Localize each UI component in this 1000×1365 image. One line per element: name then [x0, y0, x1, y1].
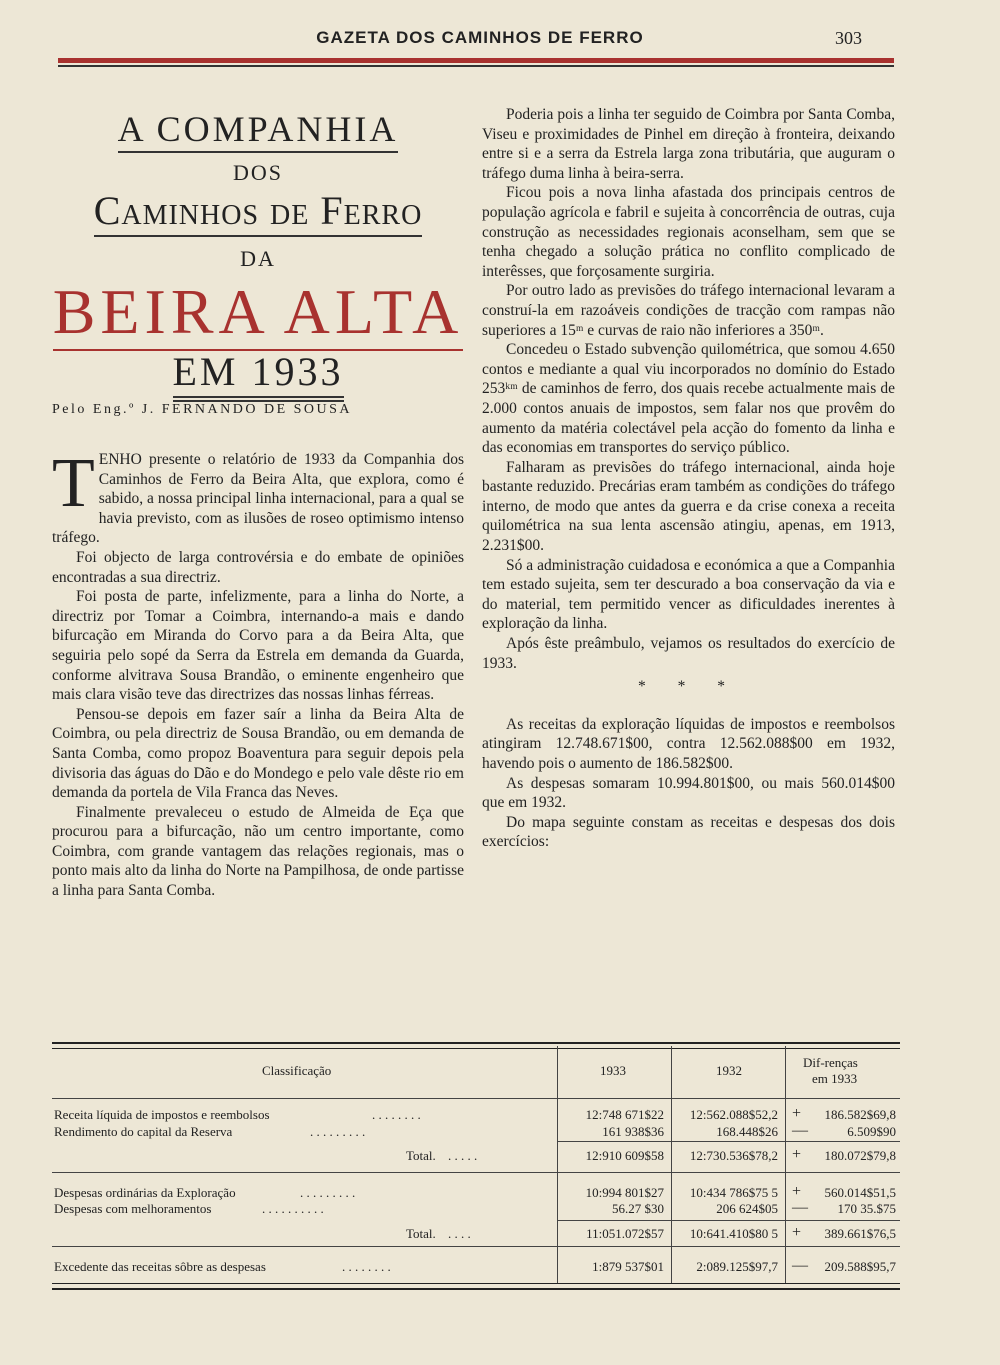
paragraph: Só a administração cuidadosa e económica a que a Companhia tem estado sujeita, sem ter descurado a boa conservação da via e do material, tem permitido vencer as dificuldades inerentes à exploração da linha.: [482, 556, 895, 633]
paragraph: Pensou-se depois em fazer saír a linha da Beira Alta de Coimbra, ou pela directriz de Sousa Brandão, ou em demanda de Santa Comba, como propoz Boaventura para seguir depois pela divisoria das águas do Dão e do Mondego e pelo vale dêste rio em demanda da portela de Vila Franca das Neves.: [52, 705, 464, 802]
table-header-1932: 1932: [716, 1063, 742, 1078]
paragraph: TENHO presente o relatório de 1933 da Companhia dos Caminhos de Ferro da Beira Alta, que explora, como é sabido, a nossa principal linha internacional, para a qual se havia previsto, com as ilusões de roseo optimismo intenso tráfego.: [52, 445, 464, 547]
table-header-1933: 1933: [600, 1063, 626, 1078]
value-1932: 12:562.088$52,2: [689, 1107, 778, 1122]
right-column: [482, 105, 895, 852]
row-leader-dots: . . . . . . . . . .: [262, 1201, 324, 1216]
table-header-differences: Dif-renças: [803, 1055, 858, 1070]
left-column: [52, 445, 464, 901]
value-1932: 206 624$05: [716, 1201, 778, 1216]
header-red-rule: [58, 58, 894, 63]
value-1933: 1:879 537$01: [592, 1259, 664, 1274]
row-label: Despesas com melhoramentos: [54, 1201, 212, 1216]
paragraph: Do mapa seguinte constam as receitas e despesas dos dois exercícios:: [482, 813, 895, 851]
paragraph: Após êste preâmbulo, vejamos os resultados do exercício de 1933.: [482, 635, 895, 672]
diff-sign: +: [792, 1224, 802, 1241]
diff-sign: —: [792, 1199, 808, 1216]
header-divider: [52, 1098, 900, 1099]
byline: Pelo Eng.º J. FERNANDO DE SOUSA: [52, 402, 353, 417]
paragraph: As despesas somaram 10.994.801$00, ou mais 560.014$00 que em 1932.: [482, 774, 895, 812]
table-top-rule: [52, 1042, 900, 1049]
row-label: Excedente das receitas sôbre as despesas: [54, 1259, 266, 1274]
total-divider: [557, 1220, 900, 1221]
table-bottom-rule: [52, 1283, 900, 1290]
diff-sign: —: [792, 1122, 808, 1139]
diff-sign: —: [792, 1257, 808, 1274]
value-1932: 10:434 786$75 5: [689, 1185, 778, 1200]
section-divider: [52, 1172, 900, 1173]
paragraph: Foi objecto de larga controvérsia e do embate de opiniões encontradas a sua directriz.: [52, 548, 464, 586]
row-label-total: Total.: [406, 1226, 436, 1241]
paragraph: Por outro lado as previsões do tráfego internacional levaram a construí-la em razoáveis condições de tracção com rampas não superiores a 15ᵐ e curvas de raio não inferiores a 350ᵐ.: [482, 282, 895, 339]
title-line-2: DOS: [232, 160, 283, 185]
title-line-4: DA: [240, 246, 276, 271]
paragraph: Ficou pois a nova linha afastada dos principais centros de população agrícola e fabril e sujeita à concorrência de outras, cuja construção as necessidades regionais aconselham, sem que se tenha chegado a solução prática no conflito complicado de interêsses, que forçosamente surgiria.: [482, 184, 895, 280]
value-difference: 180.072$79,8: [824, 1148, 896, 1163]
section-divider: [52, 1246, 900, 1247]
value-1932: 10:641.410$80 5: [689, 1226, 778, 1241]
value-1933: 161 938$36: [602, 1124, 664, 1139]
header-dark-rule: [58, 65, 894, 67]
paragraph: Foi posta de parte, infelizmente, para a linha do Norte, a directriz por Tomar a Coimbra, internando-a mais e dando bifurcação em Miranda do Corvo para a da Beira Alta, que seguiria pelo sopé da Serra da Estrela em demanda da Guarda, conforme alvitrava Sousa Brandão, o eminente engenheiro que mais clara visão teve das directrizes das nossas linhas férreas.: [52, 588, 464, 704]
title-line-1: A COMPANHIA: [52, 108, 464, 150]
diff-sign: +: [792, 1183, 802, 1200]
row-label-total: Total.: [406, 1148, 436, 1163]
row-label: Despesas ordinárias da Exploração: [54, 1185, 236, 1200]
column-divider: [785, 1046, 786, 1283]
drop-cap: T: [52, 445, 95, 522]
title-line-3: Caminhos de Ferro: [52, 187, 464, 234]
paragraph: Falharam as previsões do tráfego internacional, ainda hoje bastante reduzido. Precárias eram também as condições do tráfego interno, de modo que antes da guerra e da crise conexa a receita quilométrica na sua lenta ascensão atingiu, apenas, em 1913, 2.231$00.: [482, 458, 895, 555]
value-difference: 170 35.$75: [837, 1201, 896, 1216]
diff-sign: +: [792, 1146, 802, 1163]
value-1933: 56.27 $30: [612, 1201, 664, 1216]
paragraph: Poderia pois a linha ter seguido de Coimbra por Santa Comba, Viseu e proximidades de Pinhel em direção à fronteira, deixando entre si e a serra da Estrela larga zona tributária, que auguram o tráfego duma linha à beira-serra.: [482, 106, 895, 182]
value-1933: 12:748 671$22: [585, 1107, 664, 1122]
value-1933: 11:051.072$57: [586, 1226, 664, 1241]
table-header-differences-sub: em 1933: [812, 1071, 858, 1086]
section-separator: * * *: [638, 678, 739, 696]
value-difference: 6.509$90: [847, 1124, 896, 1139]
row-label: Rendimento do capital da Reserva: [54, 1124, 233, 1139]
row-leader-dots: . . . .: [448, 1226, 471, 1241]
page-header: [60, 28, 900, 52]
title-beira-alta: BEIRA ALTA: [52, 275, 464, 349]
value-difference: 389.661$76,5: [824, 1226, 896, 1241]
row-leader-dots: . . . . .: [448, 1148, 478, 1163]
value-difference: 186.582$69,8: [824, 1107, 896, 1122]
value-1932: 2:089.125$97,7: [696, 1259, 778, 1274]
row-leader-dots: . . . . . . . .: [372, 1107, 421, 1122]
row-leader-dots: . . . . . . . .: [342, 1259, 391, 1274]
table-header-classificacao: Classificação: [262, 1063, 332, 1078]
value-difference: 560.014$51,5: [824, 1185, 896, 1200]
value-1933: 10:994 801$27: [585, 1185, 664, 1200]
value-1933: 12:910 609$58: [585, 1148, 664, 1163]
column-divider: [671, 1046, 672, 1283]
value-1932: 168.448$26: [716, 1124, 778, 1139]
row-leader-dots: . . . . . . . . .: [300, 1185, 356, 1200]
value-1932: 12:730.536$78,2: [689, 1148, 778, 1163]
row-leader-dots: . . . . . . . . .: [310, 1124, 366, 1139]
paragraph: Finalmente prevaleceu o estudo de Almeida de Eça que procurou para a bifurcação, não um centro importante, como Coimbra, com grande vantagem das relações regionais, mas o ponto mais alto da linha do Norte na Pampilhosa, de onde partisse a linha para Santa Comba.: [52, 803, 464, 900]
column-divider: [557, 1046, 558, 1283]
paragraph: Concedeu o Estado subvenção quilométrica, que somou 4.650 contos e mediante a qual viu incorporados no domínio do Estado 253ᵏᵐ de caminhos de ferro, dos quais recebe actualmente mais de 2.000 contos anuais de impostos, sem falar nos que provêm do aumento da matéria colectável pela acção do fomento da linha e das economias em transportes do serviço público.: [482, 341, 895, 457]
title-year: EM 1933: [52, 348, 464, 395]
diff-sign: +: [792, 1105, 802, 1122]
total-divider: [557, 1141, 900, 1142]
row-label: Receita líquida de impostos e reembolsos: [54, 1107, 270, 1122]
page-number: 303: [835, 28, 862, 48]
masthead: GAZETA DOS CAMINHOS DE FERRO: [316, 28, 644, 47]
value-difference: 209.588$95,7: [824, 1259, 896, 1274]
paragraph: As receitas da exploração líquidas de impostos e reembolsos atingiram 12.748.671$00, contra 12.562.088$00 em 1932, havendo pois o aumento de 186.582$00.: [482, 715, 895, 772]
